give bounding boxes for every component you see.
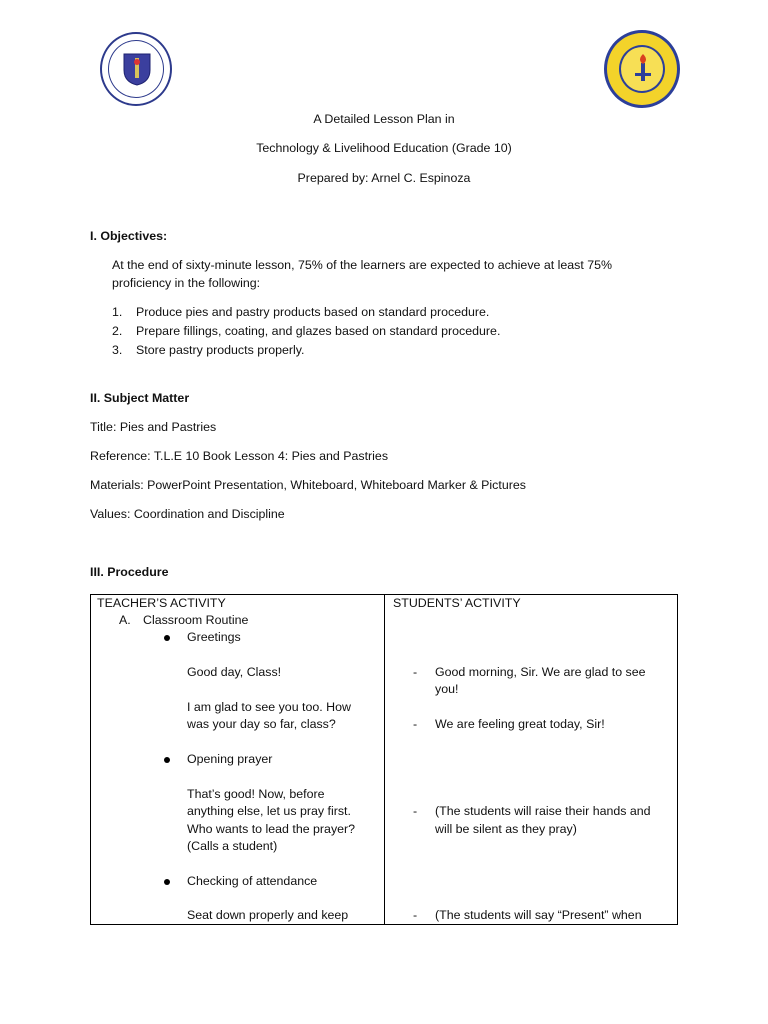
doc-title-line-2: Technology & Livelihood Education (Grade 10)	[256, 141, 512, 155]
objective-number: 2.	[112, 324, 123, 338]
dash-marker: -	[413, 908, 418, 922]
teacher-activity-header: TEACHER’S ACTIVITY	[97, 596, 226, 610]
subject-values: Values: Coordination and Discipline	[90, 507, 285, 521]
column-divider	[384, 595, 385, 924]
student-raise-line-1: (The students will raise their hands and	[435, 804, 651, 818]
doc-title-line-1: A Detailed Lesson Plan in	[313, 112, 455, 126]
shield-icon	[122, 52, 152, 86]
greetings-label: Greetings	[187, 630, 241, 644]
student-present-line-1: (The students will say “Present” when	[435, 908, 642, 922]
opening-prayer-label: Opening prayer	[187, 752, 273, 766]
student-raise-line-2: will be silent as they pray)	[435, 822, 577, 836]
teacher-glad-line-2: was your day so far, class?	[187, 717, 336, 731]
objectives-intro-line-2: proficiency in the following:	[112, 276, 261, 290]
procedure-heading: III. Procedure	[90, 565, 169, 579]
dash-marker: -	[413, 665, 418, 679]
doc-prepared-by: Prepared by: Arnel C. Espinoza	[297, 171, 471, 185]
subject-reference: Reference: T.L.E 10 Book Lesson 4: Pies and Pastries	[90, 449, 389, 463]
teacher-prayer-line-1: That’s good! Now, before	[187, 787, 325, 801]
objective-text: Produce pies and pastry products based on standard procedure.	[136, 305, 490, 319]
dash-marker: -	[413, 804, 418, 818]
teacher-prayer-line-2: anything else, let us pray first.	[187, 804, 351, 818]
attendance-label: Checking of attendance	[187, 874, 318, 888]
teacher-prayer-line-4: (Calls a student)	[187, 839, 278, 853]
procedure-table	[90, 594, 678, 925]
student-morning-line-1: Good morning, Sir. We are glad to see	[435, 665, 646, 679]
college-seal-icon	[604, 30, 680, 108]
subject-title: Title: Pies and Pastries	[90, 420, 217, 434]
student-great: We are feeling great today, Sir!	[435, 717, 605, 731]
teacher-glad-line-1: I am glad to see you too. How	[187, 700, 351, 714]
teacher-prayer-line-3: Who wants to lead the prayer?	[187, 822, 356, 836]
bullet-icon	[164, 757, 170, 763]
objectives-intro-line-1: At the end of sixty-minute lesson, 75% of the learners are expected to achieve at least 75%	[112, 258, 613, 272]
section-letter: A.	[119, 613, 131, 627]
student-morning-line-2: you!	[435, 682, 459, 696]
subject-materials: Materials: PowerPoint Presentation, Whiteboard, Whiteboard Marker & Pictures	[90, 478, 526, 492]
torch-icon	[631, 53, 655, 83]
objective-text: Prepare fillings, coating, and glazes based on standard procedure.	[136, 324, 501, 338]
dash-marker: -	[413, 717, 418, 731]
objective-text: Store pastry products properly.	[136, 343, 305, 357]
teacher-seat-line-1: Seat down properly and keep	[187, 908, 349, 922]
subject-matter-heading: II. Subject Matter	[90, 391, 190, 405]
teacher-good-day: Good day, Class!	[187, 665, 282, 679]
bullet-icon	[164, 879, 170, 885]
objectives-heading: I. Objectives:	[90, 229, 168, 243]
objective-number: 3.	[112, 343, 123, 357]
deped-seal-icon	[100, 32, 172, 106]
classroom-routine: Classroom Routine	[143, 613, 249, 627]
objective-number: 1.	[112, 305, 123, 319]
bullet-icon	[164, 635, 170, 641]
students-activity-header: STUDENTS’ ACTIVITY	[393, 596, 521, 610]
